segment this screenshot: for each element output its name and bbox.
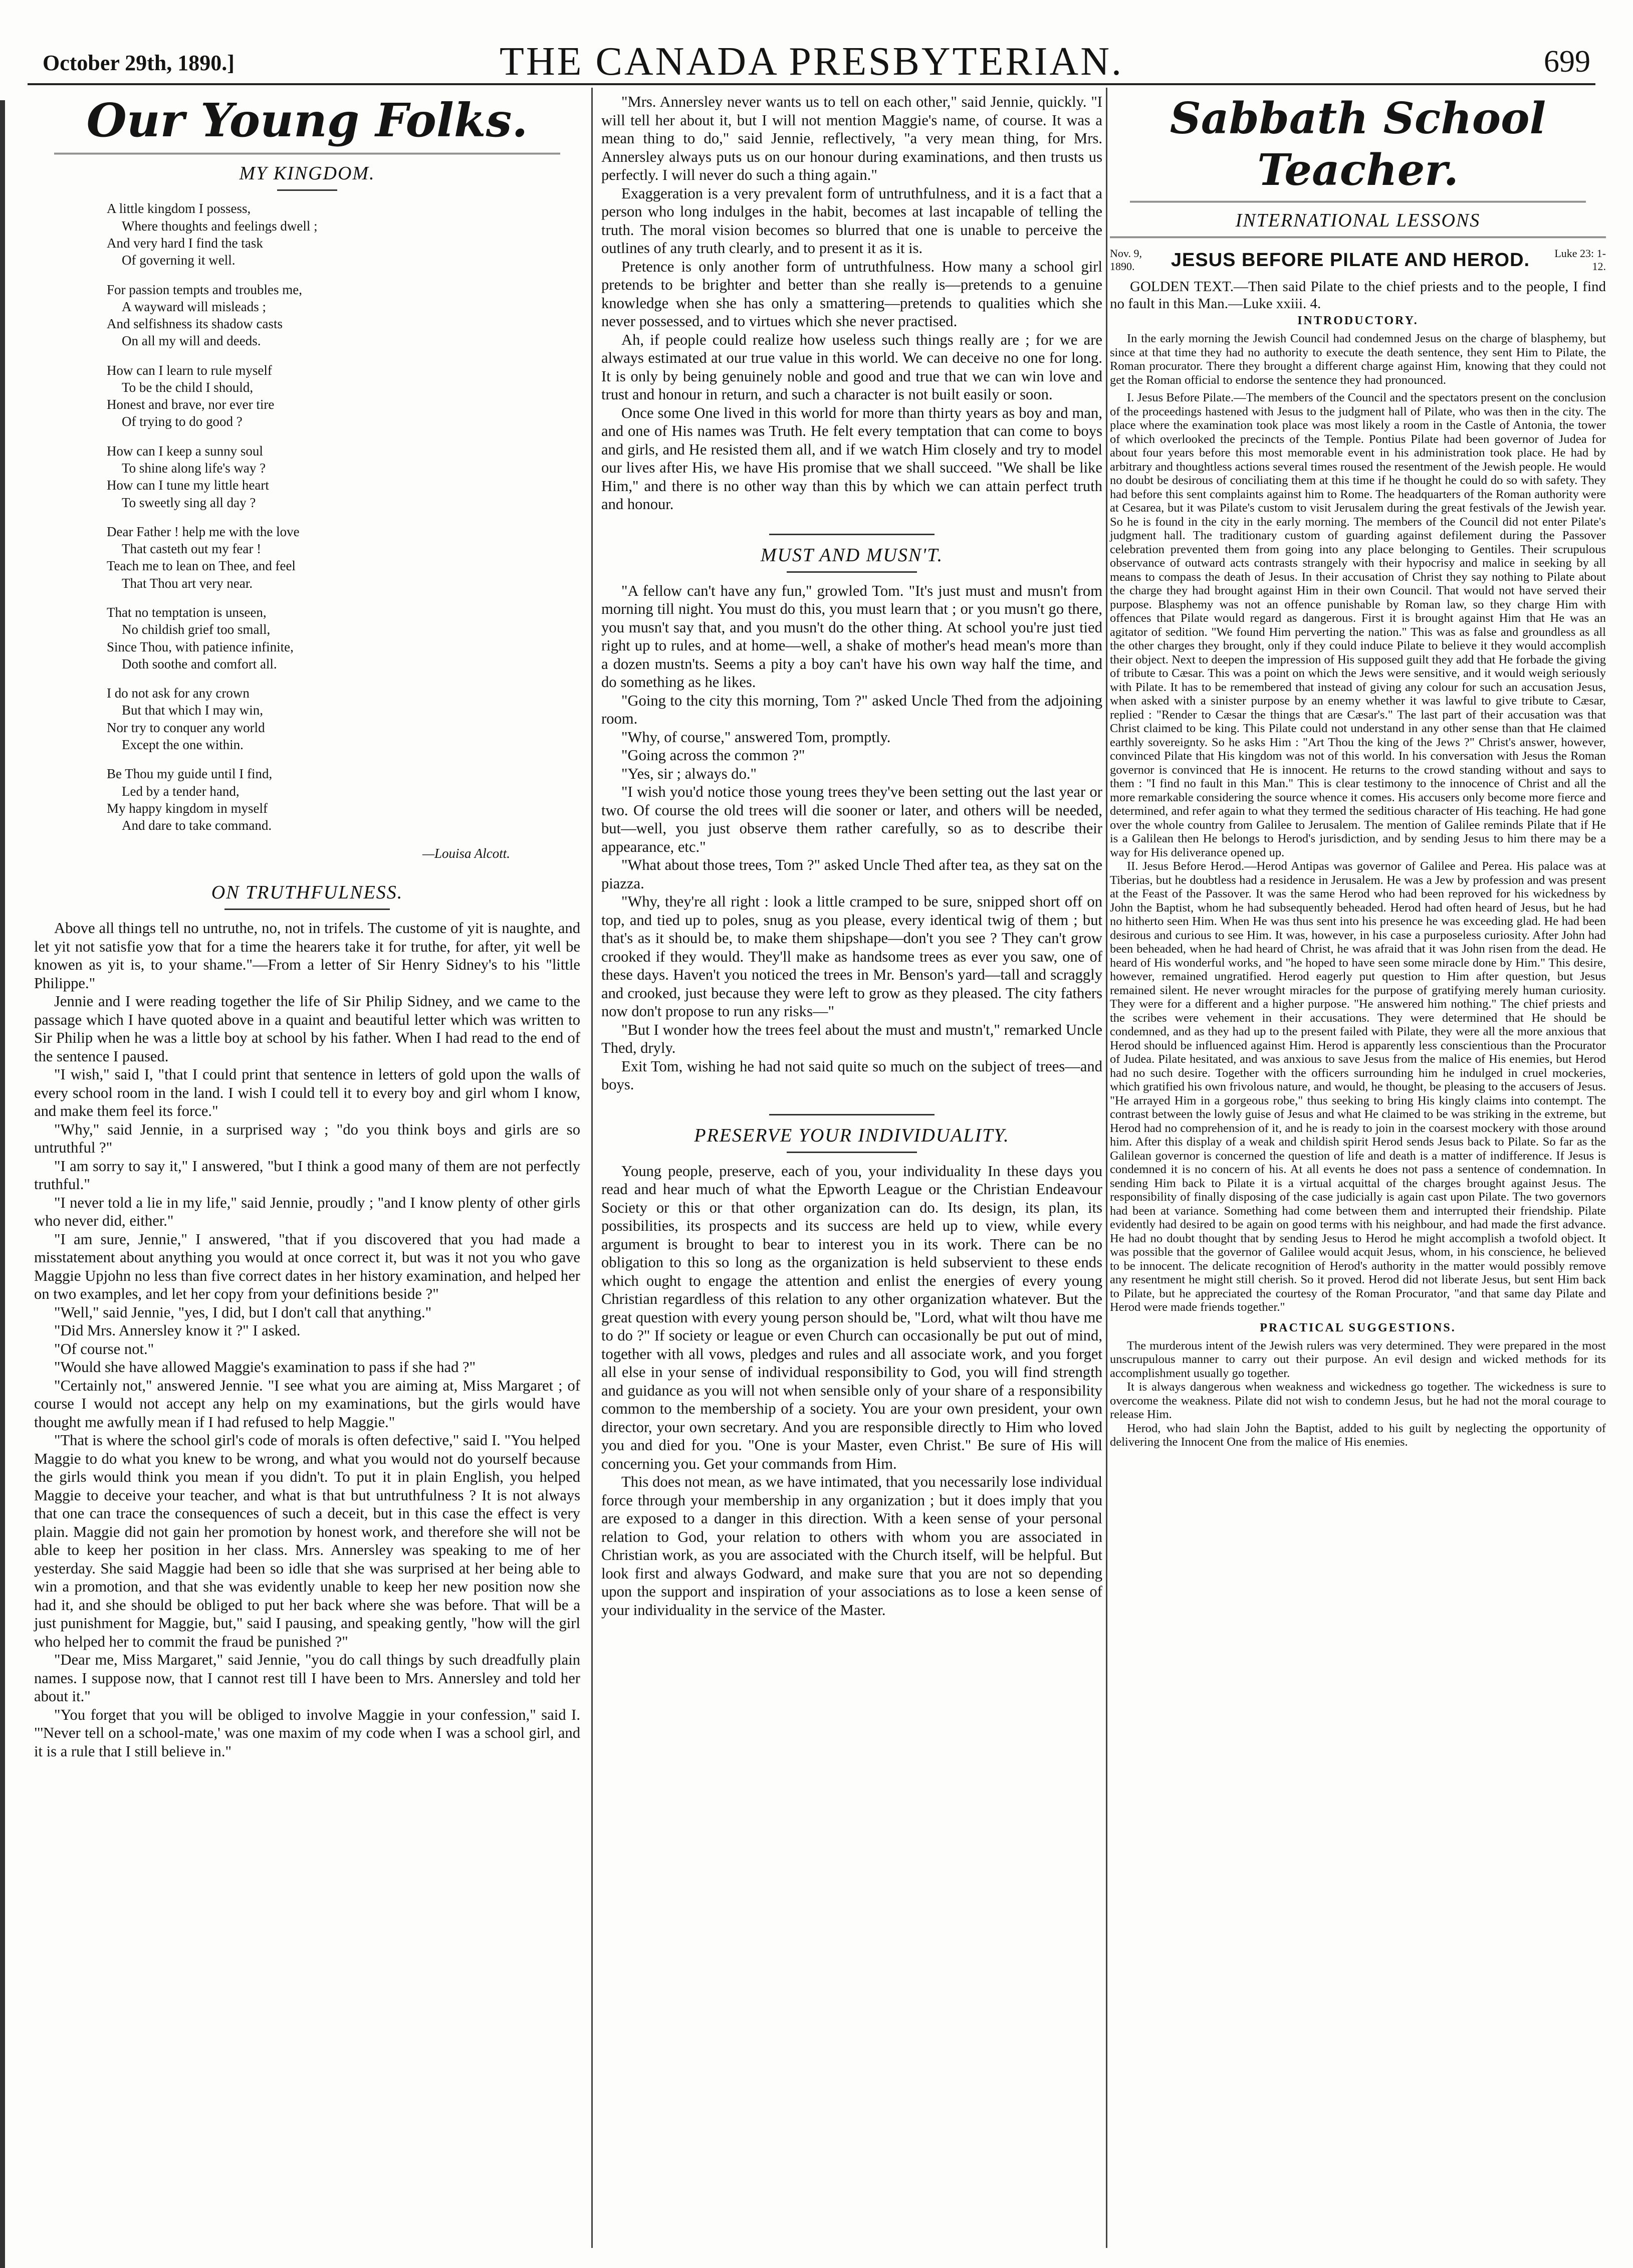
poem-line: A little kingdom I possess, xyxy=(107,201,251,216)
poem-line: Where thoughts and feelings dwell ; xyxy=(122,218,318,234)
title-rule xyxy=(787,1152,917,1153)
poem-line: Doth soothe and comfort all. xyxy=(122,656,277,671)
paragraph: "Why, of course," answered Tom, promptly. xyxy=(621,728,891,746)
article-body xyxy=(34,919,580,1760)
column-divider xyxy=(591,88,593,2248)
poem-line: To shine along life's way ? xyxy=(122,461,266,476)
paragraph: "Would she have allowed Maggie's examination to pass if she had ?" xyxy=(54,1358,476,1376)
paragraph: "I wish you'd notice those young trees they've been setting out the last year or two. Of course the old trees will die sooner or later, and others will be needed, but—well, you just observe them rather carefully, so as to describe their appearance, etc." xyxy=(601,783,1102,855)
paragraph: Young people, preserve, each of you, your individuality In these days you read and hear much of what the Epworth League or the Christian Endeavour Society or this or that other organization can do. Its design, its plan, its possibilities, its prospects and its success are held up to view, while every argument is brought to bear to interest you in its work. There can be no obligation to this so long as the organization is held subservient to these ends which ought to engage the attention and enlist the energies of every young Christian regardless of this relation to any other organization whatever. But the great question with every young person should be, "Lord, what wilt thou have me to do ?" If society or league or even Church can occasionally be put out of mind, together with all vows, pledges and rules and all associate work, and you forget all else in your sense of individual responsibility to God, you will find strength and guidance as you will not when sensible only of your share of a responsibility common to the membership of a society. You are your own president, your own director, your own secretary. And you are responsible directly to Him who loved you and died for you. "One is your Master, even Christ." Be sure of His will concerning you. Get your commands from Him. xyxy=(601,1162,1102,1472)
golden-text: GOLDEN TEXT.—Then said Pilate to the chief priests and to the people, I find no fault in this Man.—Luke xxiii. 4. xyxy=(1110,279,1606,312)
poem-stanza xyxy=(107,362,580,430)
poem-line: Of trying to do good ? xyxy=(122,414,243,429)
paragraph: "Going across the common ?" xyxy=(621,747,805,764)
poem-line: Dear Father ! help me with the love xyxy=(107,524,300,539)
title-rule xyxy=(277,189,337,191)
paragraph: "I never told a lie in my life," said Jennie, proudly ; "and I know plenty of other girls who never did, either." xyxy=(34,1194,580,1230)
poem-line: How can I tune my little heart xyxy=(107,478,269,493)
paragraph: Once some One lived in this world for more than thirty years as boy and man, and one of His names was Truth. He felt every temptation that can come to boys and girls, and He resisted them all, and if we watch Him closely and try to model our lives after His, we have His promise that we shall succeed. "We shall be like Him," and there is no other way than this by which we can attain perfect truth and honour. xyxy=(601,404,1102,513)
article-title: MUST AND MUSN'T. xyxy=(760,544,944,566)
paragraph: This does not mean, as we have intimated, that you necessarily lose individual force through your membership in any organization ; but it does imply that you are exposed to a danger in this direction. With a keen sense of your personal relation to God, your relation to others with whom you are associated in Christian work, as you are associated with the Church itself, will be helpful. But look first and always Godward, and make sure that you are not so depending upon the support and inspiration of your associations as to lose a keen sense of your individuality in the service of the Master. xyxy=(601,1473,1102,1619)
poem-stanza xyxy=(107,765,580,834)
poem-line: Teach me to lean on Thee, and feel xyxy=(107,558,296,574)
poem-line: No childish grief too small, xyxy=(122,622,271,637)
paragraph: "Certainly not," answered Jennie. "I see what you are aiming at, Miss Margaret ; of course I would not accept any help on my examinations, but the girls would have thought me awfully mean if I had refused to help Maggie." xyxy=(34,1377,580,1431)
poem xyxy=(107,200,580,834)
paragraph: It is always dangerous when weakness and wickedness go together. The wickedness is sure to overcome the weakness. Pilate did not wish to condemn Jesus, but he had not the moral courage to release Him. xyxy=(1110,1380,1606,1422)
poem-line: Except the one within. xyxy=(122,737,244,752)
poem-line: That casteth out my fear ! xyxy=(122,541,262,557)
poem-line: Nor try to conquer any world xyxy=(107,720,265,735)
paragraph: "You forget that you will be obliged to involve Maggie in your confession," said I. "'Never tell on a school-mate,' was one maxim of my code when I was a school girl, and it is a rule that I still believe in." xyxy=(34,1706,580,1760)
paragraph: "Why, they're all right : look a little cramped to be sure, snipped short off on top, and tied up to poles, snug as you please, every identical twig of them ; but that's as it should be, to make them shipshape—don't you see ? They can't grow crooked if they would. They'll make as handsome trees as ever you saw, one of these days. Haven't you noticed the trees in Mr. Benson's yard—tall and scraggly and crooked, just because they were left to grow as they pleased. The city fathers now don't propose to run any risks—" xyxy=(601,893,1102,1020)
paragraph: Exit Tom, wishing he had not said quite so much on the subject of trees—and boys. xyxy=(601,1057,1102,1093)
section-rule xyxy=(1110,237,1606,238)
section-title: INTERNATIONAL LESSONS xyxy=(1235,210,1481,232)
article-body xyxy=(601,582,1102,1094)
poem-line: That no temptation is unseen, xyxy=(107,605,267,620)
department-title: Sabbath School Teacher. xyxy=(1170,93,1546,196)
paragraph: "Why," said Jennie, in a surprised way ; "do you think boys and girls are so untruthful ?" xyxy=(34,1120,580,1157)
poem-stanza xyxy=(107,523,580,592)
title-rule xyxy=(787,571,917,573)
paragraph: Herod, who had slain John the Baptist, added to his guilt by neglecting the opportunity of delivering the Innocent One from the malice of His enemies. xyxy=(1110,1421,1606,1449)
header-rule xyxy=(28,83,1595,85)
subsection-label: INTRODUCTORY. xyxy=(1297,314,1419,328)
paragraph: Ah, if people could realize how useless such things really are ; for we are always estimated at our true value in this world. We can deceive no one for long. It is only by being genuinely noble and good and true that we can win love and trust and honour in return, and such a character is not built easily or soon. xyxy=(601,331,1102,403)
article-body xyxy=(601,1162,1102,1620)
paragraph: "Mrs. Annersley never wants us to tell on each other," said Jennie, quickly. "I will tell her about it, but I will not mention Maggie's name, of course. It was a mean thing to do," said Jennie, reflectively, "a very mean thing, for Mrs. Annersley always puts us on our honour during examinations, and then trusts us perfectly. I will never do such a thing again." xyxy=(601,93,1102,183)
issue-date: October 29th, 1890.] xyxy=(43,51,235,75)
introductory-text xyxy=(1110,332,1606,387)
lesson-reference: Luke 23: 1-12. xyxy=(1554,247,1606,273)
paragraph: "Yes, sir ; always do." xyxy=(621,765,757,782)
paragraph: Pretence is only another form of untruthfulness. How many a school girl pretends to be brighter and better than she really is—pretends to a genuine knowledge when she has only a smattering—pretends to qualities which she never possessed, and to virtues which she never practised. xyxy=(601,258,1102,330)
column-divider xyxy=(1106,88,1107,2248)
article-continuation xyxy=(601,93,1102,514)
subsection-label: PRACTICAL SUGGESTIONS. xyxy=(1260,1321,1456,1334)
paragraph: In the early morning the Jewish Council had condemned Jesus on the charge of blasphemy, but since at that time they had no authority to execute the death sentence, they sent Him to Pilate, the Roman procurator. There they brought a different charge against Him, knowing that they could not get the Roman official to endorse the sentence they had pronounced. xyxy=(1110,332,1606,387)
paragraph: "Dear me, Miss Margaret," said Jennie, "you do call things by such dreadfully plain names. I suppose now, that I cannot rest till I have been to Mrs. Annersley and told her about it." xyxy=(34,1651,580,1705)
poem-line: Be Thou my guide until I find, xyxy=(107,766,273,782)
poem-line: My happy kingdom in myself xyxy=(107,800,268,816)
poem-stanza xyxy=(107,200,580,269)
poem-line: Of governing it well. xyxy=(122,253,236,268)
column-middle xyxy=(601,93,1102,1619)
poem-line: Led by a tender hand, xyxy=(122,783,240,799)
paragraph: "Well," said Jennie, "yes, I did, but I don't call that anything." xyxy=(54,1303,432,1321)
paragraph: The murderous intent of the Jewish rulers was very determined. They were prepared in the most unscrupulous manner to carry out their purpose. An evil design and wicked methods for its accomplishment usually go together. xyxy=(1110,1338,1606,1380)
page-header xyxy=(28,30,1595,85)
article-title: PRESERVE YOUR INDIVIDUALITY. xyxy=(694,1124,1010,1146)
poem-line: But that which I may win, xyxy=(122,703,263,718)
lesson-title: JESUS BEFORE PILATE AND HEROD. xyxy=(1171,249,1530,271)
practical-suggestions xyxy=(1110,1339,1606,1449)
paragraph: "That is where the school girl's code of morals is often defective," said I. "You helped Maggie to do what you knew to be wrong, and what you would not do yourself because the girls would think you mean if you didn't. To put it in plain English, you helped Maggie to deceive your teacher, and what is that but untruthfulness ? It is not always that one can trace the consequences of such a deceit, but in this case the effect is very plain. Maggie did not gain her promotion by honest work, and therefore she will not be able to keep her position in her class. Mrs. Annersley was speaking to me of her yesterday. She said Maggie had been so idle that she was surprised at her being able to win a promotion, and that she was evidently unable to keep her new position now she had it, and she should be obliged to put her back where she was before. That will be a just punishment for Maggie, but," said I pausing, and speaking gently, "how will the girl who helped her to commit the fraud be punished ?" xyxy=(34,1432,580,1650)
lesson-heading xyxy=(1110,247,1606,273)
poem-line: I do not ask for any crown xyxy=(107,686,250,701)
paragraph: Exaggeration is a very prevalent form of untruthfulness, and it is a fact that a person who long indulges in the habit, becomes at last incapable of telling the truth. The moral vision becomes so blurred that one is unable to perceive the outlines of any truth clearly, and to present it as it is. xyxy=(601,184,1102,257)
poem-line: To be the child I should, xyxy=(122,379,254,395)
lesson-sections xyxy=(1110,391,1606,1314)
poem-stanza xyxy=(107,442,580,511)
lesson-date: Nov. 9, 1890. xyxy=(1110,247,1142,273)
paragraph: "What about those trees, Tom ?" asked Uncle Thed after tea, as they sat on the piazza. xyxy=(601,856,1102,892)
paragraph: "Did Mrs. Annersley know it ?" I asked. xyxy=(54,1322,301,1339)
newspaper-title: THE CANADA PRESBYTERIAN. xyxy=(500,40,1123,84)
poem-line: For passion tempts and troubles me, xyxy=(107,282,302,297)
poem-stanza xyxy=(107,685,580,753)
poem-line: How can I learn to rule myself xyxy=(107,362,272,378)
poem-line: To sweetly sing all day ? xyxy=(122,495,256,510)
paragraph: "A fellow can't have any fun," growled Tom. "It's just must and musn't from morning till night. You must do this, you must learn that ; or you musn't go there, you musn't say that, and you musn't do the other thing. At school you're just tied right up to rules, and at home—well, a shake of mother's head mean's more than a dozen mustn'ts. Seems a pity a boy can't have his own way half the time, and do something as he likes. xyxy=(601,582,1102,691)
poem-title: MY KINGDOM. xyxy=(239,163,375,184)
poem-line: And dare to take command. xyxy=(122,818,272,833)
department-rule xyxy=(54,153,560,154)
poem-line: Since Thou, with patience infinite, xyxy=(107,639,294,654)
paragraph: "Of course not." xyxy=(54,1340,154,1357)
column-sabbath-school xyxy=(1110,93,1606,1449)
poem-line: On all my will and deeds. xyxy=(122,333,261,349)
poem-line: Honest and brave, nor ever tire xyxy=(107,397,275,412)
poem-line: That Thou art very near. xyxy=(122,575,253,591)
page-edge-shadow xyxy=(0,100,5,2268)
poem-line: How can I keep a sunny soul xyxy=(107,443,263,459)
paragraph: "I am sure, Jennie," I answered, "that if you discovered that you had made a misstatement about anything you would at once correct it, but was it not you who gave Maggie Upjohn no less than five correct dates in her history examination, and helped her on two examples, and let her copy from your definitions beside ?" xyxy=(34,1230,580,1303)
title-rule xyxy=(224,909,390,910)
title-rule xyxy=(769,534,935,535)
column-young-folks xyxy=(34,93,580,1760)
title-rule xyxy=(769,1114,935,1115)
paragraph: "I am sorry to say it," I answered, "but I think a good many of them are not perfectly truthful." xyxy=(34,1157,580,1193)
paragraph: Jennie and I were reading together the life of Sir Philip Sidney, and we came to the passage which I have quoted above in a quaint and beautiful letter which was written to Sir Philip when he was a little boy at school by his father. When I had read to the end of the sentence I paused. xyxy=(34,993,580,1065)
paragraph: I. Jesus Before Pilate.—The members of the Council and the spectators present on the conclusion of the proceedings hastened with Jesus to the judgment hall of Pilate, who was then in the city. The place where the examination took place was most likely a room in the Castle of Antonia, the tower of which overlooked the precincts of the Temple. Pontius Pilate had been governor of Judea for about four years before this most memorable event in his administration took place. He had by arbitrary and thoughtless actions several times roused the resentment of the Jewish people. He would no doubt be desirous of conciliating them at this time if he thought he could do so with safety. They had before this sent complaints against him to Rome. The headquarters of the Roman authority were at Cesarea, but it was Pilate's custom to visit Jerusalem during the great festivals of the Jewish year. So he is found in the city in the early morning. The members of the Council did not enter Pilate's judgment hall. The traditionary custom of guarding against defilement during the Passover celebration prevented them from going into any place belonging to Gentiles. Their scrupulous observance of outward acts contrasts strangely with their hypocrisy and malice in seeking by all means to compass the death of Jesus. In their accusation of Christ they say nothing to Pilate about the charge they had brought against Him in their own Council. That would not have served their purpose. Blasphemy was not an offence punishable by Roman law, so they charge Him with offences that Pilate would regard as dangerous. First it is brought against Him that He was an agitator of sedition. "We found Him perverting the nation." This was as false and groundless as all the other charges they brought, only if they could induce Pilate to believe it they would accomplish their object. Next to deepen the impression of His supposed guilt they add that He forbade the giving of tribute to Cæsar. This was a point on which the Jews were sensitive, and it would weigh seriously with Pilate. It has to be remembered that instead of giving any colour for such an accusation Jesus, when asked with a sinister purpose by an enemy whether it was lawful to give tribute to Cæsar, replied : "Render to Cæsar the things that are Cæsar's." The last part of their accusation was that Christ claimed to be king. This Pilate could not understand in any other sense than that He claimed earthly sovereignty. So he asks Him : "Art Thou the king of the Jews ?" Christ's answer, however, convinced Pilate that His kingdom was not of this world. In his conversation with Jesus the Roman governor is convinced that He is innocent. He returns to the crowd standing without and says to them : "I find no fault in this Man." This is clear testimony to the innocence of Christ and all the more remarkable considering the source whence it comes. His accusers only become more fierce and determined, and refer again to what they termed the seditious character of His teaching. He had gone over the whole country from Galilee to Jerusalem. The mention of Galilee reminds Pilate that if He is a Galilean then He belongs to Herod's jurisdiction, and by sending Jesus to him there may be a way for His deliverance opened up. xyxy=(1110,391,1606,859)
paragraph: II. Jesus Before Herod.—Herod Antipas was governor of Galilee and Perea. His palace was at Tiberias, but he doubtless had a residence in Jerusalem. He was a Jew by profession and was present at the Feast of the Passover. It was the same Herod who had been reproved for his wickedness by John the Baptist, whom he had subsequently beheaded. Herod had often heard of Jesus, but he had no hitherto seen Him. When He was thus sent into his presence he was exceeding glad. He had been desirous and curious to see Him. It was, however, in his case a purposeless curiosity. After John had been beheaded, when he had heard of Christ, he was afraid that it was John risen from the dead. He heard of His wonderful works, and "he hoped to have seen some miracle done by Him." This desire, however, remained ungratified. Herod eagerly put question to Him after question, but Jesus remained silent. He never wrought miracles for the purpose of gratifying merely human curiosity. They were for a different and a higher purpose. "He answered him nothing." The chief priests and the scribes were vehement in their accusations. They were determined that He should be condemned, and as they had up to the present failed with Pilate, they were all the more anxious that Herod should be influenced against Him. Herod is apparently less conscientious than the Procurator of Judea. Pilate hesitated, and was anxious to save Jesus from the malice of His enemies, but Herod had no such desire. Together with the officers surrounding him he indulged in cruel mockeries, which gratified his own frivolous nature, and would, he thought, be pleasing to the accusers of Jesus. "He arrayed Him in a gorgeous robe," thus seeking to bring His kingly claims into contempt. The contrast between the lowly guise of Jesus and what He claimed to be was striking in the extreme, but Herod had no comprehension of it, and he is ready to join in the coarsest mockery with those around him. After this display of a weak and childish spirit Herod sends Jesus back to Pilate. So far as the Galilean governor is concerned the question of life and death is a matter of indifference. If Jesus is condemned it is no concern of his. At all events he does not pass a sentence of condemnation. In sending Him back to Pilate it is a virtual acquittal of the charges brought against Jesus. The responsibility of finally disposing of the case judicially is again cast upon Pilate. The two governors had been at variance. Something had come between them and interrupted their friendship. Pilate evidently had desired to be again on good terms with his neighbour, and had made the first advance. He had no doubt thought that by sending Jesus to Herod he might accomplish a twofold object. It was possible that the governor of Galilee would acquit Jesus, whom, in his conscience, he believed to be innocent. The delicate recognition of Herod's authority in the matter would possibly remove any resentment he might still cherish. So it proved. Herod did not liberate Jesus, but sent Him back to Pilate, but he appreciated the courtesy of the Roman Procurator, "and that same day Pilate and Herod were made friends together." xyxy=(1110,859,1606,1314)
paragraph: "But I wonder how the trees feel about the must and mustn't," remarked Uncle Thed, dryly. xyxy=(601,1021,1102,1056)
page-number: 699 xyxy=(1544,45,1590,79)
poem-line: And selfishness its shadow casts xyxy=(107,316,283,332)
poem-attribution: —Louisa Alcott. xyxy=(422,846,510,861)
department-title: Our Young Folks. xyxy=(86,93,528,147)
department-rule xyxy=(1130,201,1586,202)
paragraph: Above all things tell no untruthe, no, not in trifels. The custome of yit is naughte, and let yit not satisfie yow that for a time the hearers take it for truthe, for after, yit well be knowen as yit is, to your shame."—From a letter of Sir Henry Sidney's to his "little Philippe." xyxy=(34,920,580,992)
poem-stanza xyxy=(107,604,580,672)
article-title: ON TRUTHFULNESS. xyxy=(211,882,403,903)
poem-stanza xyxy=(107,281,580,350)
paragraph: "I wish," said I, "that I could print that sentence in letters of gold upon the walls of every school room in the land. I wish I could tell it to every boy and girl whom I know, and make them feel its force." xyxy=(34,1066,580,1120)
poem-line: A wayward will misleads ; xyxy=(122,299,266,314)
paragraph: "Going to the city this morning, Tom ?" asked Uncle Thed from the adjoining room. xyxy=(601,692,1102,727)
poem-line: And very hard I find the task xyxy=(107,235,263,251)
